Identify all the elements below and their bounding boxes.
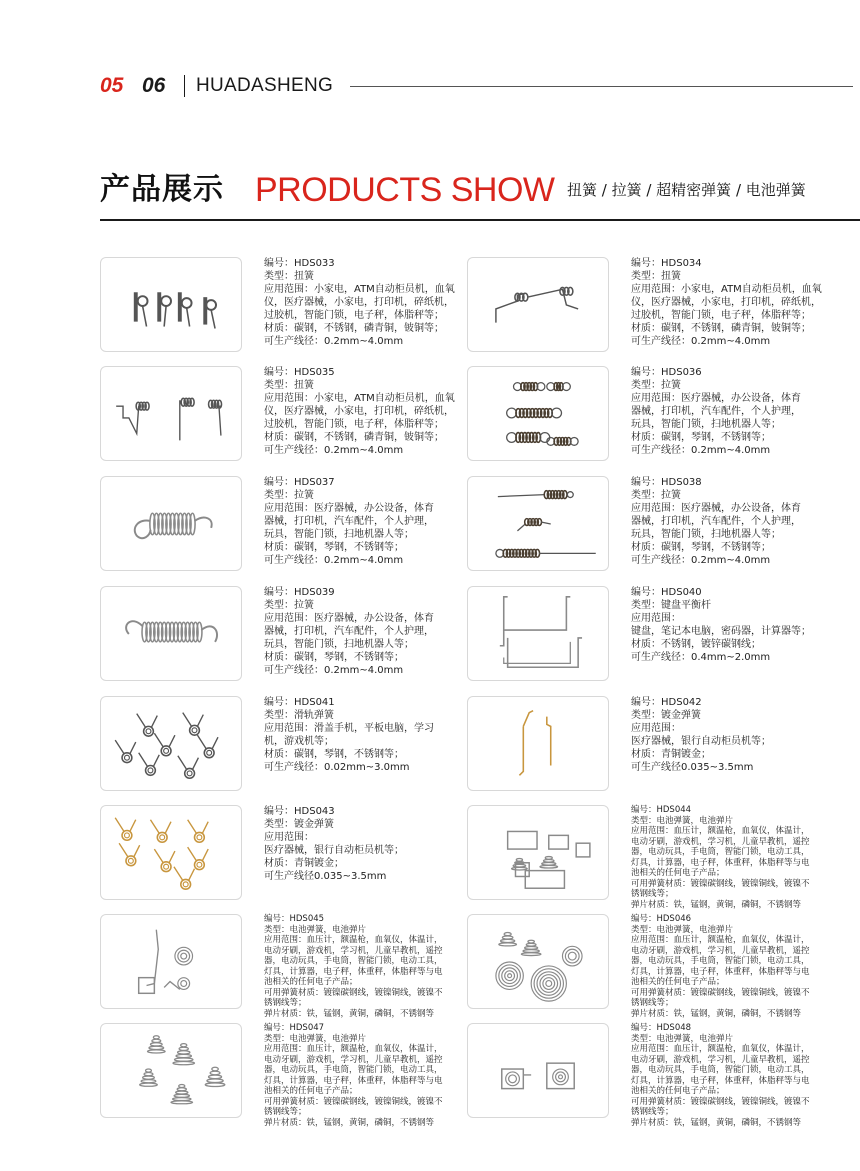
spec-line: 应用范围：血压计，额温枪，血氧仪，体温计， [264, 1044, 443, 1054]
product-drawing [101, 697, 241, 790]
gold-plated-springs-image [100, 805, 242, 900]
product-drawing [468, 587, 608, 680]
spec-line: 可生产线径：0.2mm~4.0mm [631, 336, 771, 347]
title-chinese: 产品展示 [100, 172, 224, 207]
battery-contacts-image [467, 805, 609, 900]
spec-line: 器械，打印机，汽车配件，个人护理， [264, 626, 434, 637]
spec-line: 机，游戏机等； [264, 736, 334, 747]
spec-line: 可生产线径：0.2mm~4.0mm [631, 445, 771, 456]
gold-plated-wire-image [467, 696, 609, 791]
spec-line: 可生产线径：0.4mm~2.0mm [631, 652, 771, 663]
long-extension-spring-image [100, 586, 242, 681]
spec-line: 可用弹簧材质：镀镍碳钢线，镀镍铜线，镀镍不 [631, 1096, 810, 1107]
product-code: 编号：HDS039 [264, 587, 335, 598]
spec-line: 灯具，计算器，电子秤，体重秤，体脂秤等与电 [264, 1075, 443, 1086]
extension-springs-set-image [467, 366, 609, 461]
spec-line: 类型：扭簧 [264, 271, 314, 282]
torsion-springs-image [100, 257, 242, 352]
product-code: 编号：HDS036 [631, 367, 702, 378]
product-spec [631, 586, 831, 664]
spec-line: 材质：碳钢，琴钢，不锈钢等； [264, 652, 404, 663]
product-code: 编号：HDS034 [631, 258, 702, 269]
double-torsion-springs-image [100, 366, 242, 461]
spec-line: 仪，医疗器械，小家电，打印机，碎纸机， [264, 297, 454, 308]
spec-line: 池相关的任何电子产品； [631, 868, 725, 878]
spec-line: 类型：滑轨弹簧 [264, 710, 334, 721]
spec-line: 玩具，智能门锁，扫地机器人等； [631, 419, 781, 430]
product-spec [631, 696, 831, 774]
spec-line: 可生产线径：0.2mm~4.0mm [264, 336, 404, 347]
spec-line: 材质：碳钢，琴钢，不锈钢等； [264, 542, 404, 553]
spec-line: 可生产线径0.035~3.5mm [631, 762, 754, 773]
keyboard-stabilizer-wire-image [467, 586, 609, 681]
spec-line: 材质：碳钢，琴钢，不锈钢等； [264, 749, 404, 760]
spec-line: 可生产线径0.035~3.5mm [264, 871, 387, 882]
spec-line: 锈钢线等； [631, 1107, 674, 1117]
spec-line: 医疗器械，银行自动柜员机等； [631, 736, 771, 747]
page-header [100, 72, 760, 100]
product-spec [264, 257, 464, 348]
spec-line: 应用范围： [631, 723, 681, 734]
product-code: 编号：HDS041 [264, 697, 335, 708]
spec-line: 仪，医疗器械，小家电，打印机，碎纸机， [264, 406, 454, 417]
spec-line: 类型：电池弹簧，电池弹片 [631, 924, 734, 935]
spec-line: 应用范围：滑盖手机，平板电脑，学习 [264, 723, 434, 734]
spec-line: 应用范围：血压计，额温枪，血氧仪，体温计， [631, 1044, 810, 1054]
product-code: 编号：HDS042 [631, 697, 702, 708]
page-number-left: 05 [100, 74, 124, 97]
product-spec [264, 476, 464, 567]
spec-line: 锈钢线等； [264, 1107, 307, 1117]
spec-line: 器械，打印机，汽车配件，个人护理， [631, 406, 801, 417]
product-code: 编号：HDS035 [264, 367, 335, 378]
spec-line: 弹片材质：铁，锰钢，黄铜，磷铜，不锈钢等 [631, 1117, 802, 1128]
spec-line: 电动牙刷，游戏机，学习机，儿童早教机，遥控 [631, 836, 810, 847]
spec-line: 键盘，笔记本电脑，密码器，计算器等； [631, 626, 811, 637]
spec-line: 池相关的任何电子产品； [264, 1086, 358, 1096]
spec-line: 材质：碳钢，琴钢，不锈钢等； [631, 542, 771, 553]
spec-line: 过胶机，智能门锁，电子秤，体脂秤等； [631, 310, 811, 321]
extension-spring-image [100, 476, 242, 571]
spec-line: 灯具，计算器，电子秤，体重秤，体脂秤等与电 [264, 966, 443, 977]
spec-line: 器械，打印机，汽车配件，个人护理， [631, 516, 801, 527]
product-drawing [468, 806, 608, 899]
product-code: 编号：HDS044 [631, 805, 692, 815]
spec-line: 应用范围：血压计，额温枪，血氧仪，体温计， [264, 935, 443, 945]
spec-line: 灯具，计算器，电子秤，体重秤，体脂秤等与电 [631, 966, 810, 977]
spec-line: 可生产线径：0.2mm~4.0mm [631, 555, 771, 566]
product-code: 编号：HDS045 [264, 914, 325, 924]
spec-line: 应用范围：血压计，额温枪，血氧仪，体温计， [631, 935, 810, 945]
spec-line: 应用范围：医疗器械，办公设备，体育 [631, 393, 801, 404]
spec-line: 应用范围： [631, 613, 681, 624]
spec-line: 应用范围：医疗器械，办公设备，体育 [264, 613, 434, 624]
product-spec [631, 1023, 831, 1128]
category-list: 扭簧 / 拉簧 / 超精密弹簧 / 电池弹簧 [567, 181, 806, 199]
product-drawing [468, 477, 608, 570]
spec-line: 可生产线径：0.2mm~4.0mm [264, 445, 404, 456]
spec-line: 电动牙刷，游戏机，学习机，儿童早教机，遥控 [631, 1054, 810, 1065]
spec-line: 电动牙刷，游戏机，学习机，儿童早教机，遥控 [264, 945, 443, 956]
spec-line: 可用弹簧材质：镀镍碳钢线，镀镍铜线，镀镍不 [264, 987, 443, 998]
product-code: 编号：HDS033 [264, 258, 335, 269]
spec-line: 类型：扭簧 [264, 380, 314, 391]
spec-line: 器，电动玩具，手电筒，智能门锁，电动工具， [631, 956, 810, 966]
spec-line: 可生产线径：0.2mm~4.0mm [264, 555, 404, 566]
product-drawing [468, 915, 608, 1008]
spec-line: 锈钢线等； [631, 889, 674, 899]
spec-line: 类型：拉簧 [264, 490, 314, 501]
product-spec [264, 586, 464, 677]
page-number-right: 06 [142, 74, 166, 97]
product-drawing [101, 477, 241, 570]
spec-line: 应用范围：小家电，ATM自动柜员机，血氧 [264, 393, 455, 404]
double-torsion-spring-image [467, 257, 609, 352]
spec-line: 过胶机，智能门锁，电子秤，体脂秤等； [264, 310, 444, 321]
spec-line: 池相关的任何电子产品； [631, 1086, 725, 1096]
product-spec [631, 476, 831, 567]
wire-battery-springs-image [467, 1023, 609, 1118]
product-spec [264, 914, 464, 1019]
spec-line: 玩具，智能门锁，扫地机器人等； [264, 639, 414, 650]
spec-line: 器，电动玩具，手电筒，智能门锁，电动工具， [631, 847, 810, 857]
title-rule [100, 219, 860, 221]
spec-line: 材质：碳钢，琴钢，不锈钢等； [631, 432, 771, 443]
product-spec [264, 696, 464, 774]
spec-line: 类型：拉簧 [264, 600, 314, 611]
spec-line: 锈钢线等； [631, 998, 674, 1008]
spec-line: 应用范围：医疗器械，办公设备，体育 [631, 503, 801, 514]
spec-line: 电动牙刷，游戏机，学习机，儿童早教机，遥控 [264, 1054, 443, 1065]
product-spec [264, 805, 464, 883]
spec-line: 灯具，计算器，电子秤，体重秤，体脂秤等与电 [631, 857, 810, 868]
product-code: 编号：HDS038 [631, 477, 702, 488]
product-drawing [101, 1024, 241, 1117]
spec-line: 过胶机，智能门锁，电子秤，体脂秤等； [264, 419, 444, 430]
product-drawing [468, 258, 608, 351]
brand-name: HUADASHENG [196, 75, 334, 96]
spec-line: 池相关的任何电子产品； [264, 977, 358, 987]
product-drawing [101, 258, 241, 351]
spec-line: 器械，打印机，汽车配件，个人护理， [264, 516, 434, 527]
spec-line: 可生产线径：0.02mm~3.0mm [264, 762, 410, 773]
spec-line: 材质：青铜镀金； [631, 749, 711, 760]
spec-line: 类型：镀金弹簧 [631, 710, 701, 721]
spec-line: 材质：碳钢，不锈钢，磷青铜，铍铜等； [264, 432, 444, 443]
product-code: 编号：HDS046 [631, 914, 692, 924]
spec-line: 应用范围：小家电，ATM自动柜员机，血氧 [264, 284, 455, 295]
product-drawing [101, 587, 241, 680]
product-code: 编号：HDS040 [631, 587, 702, 598]
spec-line: 应用范围： [264, 832, 314, 843]
product-spec [264, 1023, 464, 1128]
spec-line: 器，电动玩具，手电筒，智能门锁，电动工具， [631, 1065, 810, 1075]
spec-line: 类型：电池弹簧，电池弹片 [264, 1033, 367, 1044]
spec-line: 类型：扭簧 [631, 271, 681, 282]
battery-spring-clip-image [100, 914, 242, 1009]
product-drawing [468, 697, 608, 790]
spec-line: 玩具，智能门锁，扫地机器人等； [631, 529, 781, 540]
spec-line: 应用范围：小家电，ATM自动柜员机，血氧 [631, 284, 822, 295]
long-hook-extension-springs-image [467, 476, 609, 571]
spec-line: 灯具，计算器，电子秤，体重秤，体脂秤等与电 [631, 1075, 810, 1086]
title-english: PRODUCTS SHOW [255, 171, 555, 209]
spec-line: 锈钢线等； [264, 998, 307, 1008]
header-divider [184, 75, 185, 97]
product-spec [631, 914, 831, 1019]
conical-battery-springs-image [100, 1023, 242, 1118]
header-rule [350, 86, 853, 87]
product-code: 编号：HDS048 [631, 1023, 692, 1033]
spec-line: 材质：碳钢，不锈钢，磷青铜，铍铜等； [631, 323, 811, 334]
spec-line: 器，电动玩具，手电筒，智能门锁，电动工具， [264, 956, 443, 966]
spec-line: 类型：电池弹簧，电池弹片 [631, 1033, 734, 1044]
product-spec [631, 366, 831, 457]
spec-line: 玩具，智能门锁，扫地机器人等； [264, 529, 414, 540]
spec-line: 弹片材质：铁，锰钢，黄铜，磷铜，不锈钢等 [631, 899, 802, 910]
slide-springs-image [100, 696, 242, 791]
spec-line: 材质：碳钢，不锈钢，磷青铜，铍铜等； [264, 323, 444, 334]
product-drawing [101, 367, 241, 460]
product-code: 编号：HDS047 [264, 1023, 325, 1033]
spec-line: 类型：电池弹簧，电池弹片 [264, 924, 367, 935]
spec-line: 应用范围：血压计，额温枪，血氧仪，体温计， [631, 826, 810, 836]
spec-line: 类型：镀金弹簧 [264, 819, 334, 830]
product-drawing [468, 367, 608, 460]
product-code: 编号：HDS037 [264, 477, 335, 488]
spec-line: 可用弹簧材质：镀镍碳钢线，镀镍铜线，镀镍不 [631, 987, 810, 998]
product-spec [631, 805, 831, 910]
spec-line: 弹片材质：铁，锰钢，黄铜，磷铜，不锈钢等 [264, 1117, 435, 1128]
spec-line: 弹片材质：铁，锰钢，黄铜，磷铜，不锈钢等 [631, 1008, 802, 1019]
spec-line: 可用弹簧材质：镀镍碳钢线，镀镍铜线，镀镍不 [264, 1096, 443, 1107]
spec-line: 医疗器械，银行自动柜员机等； [264, 845, 404, 856]
spec-line: 应用范围：医疗器械，办公设备，体育 [264, 503, 434, 514]
product-spec [631, 257, 831, 348]
conical-springs-image [467, 914, 609, 1009]
spec-line: 器，电动玩具，手电筒，智能门锁，电动工具， [264, 1065, 443, 1075]
spec-line: 类型：拉簧 [631, 380, 681, 391]
product-spec [264, 366, 464, 457]
spec-line: 类型：电池弹簧，电池弹片 [631, 815, 734, 826]
spec-line: 可生产线径：0.2mm~4.0mm [264, 665, 404, 676]
spec-line: 材质：不锈钢，镀锌碳钢线； [631, 639, 761, 650]
spec-line: 电动牙刷，游戏机，学习机，儿童早教机，遥控 [631, 945, 810, 956]
spec-line: 可用弹簧材质：镀镍碳钢线，镀镍铜线，镀镍不 [631, 878, 810, 889]
spec-line: 池相关的任何电子产品； [631, 977, 725, 987]
product-code: 编号：HDS043 [264, 806, 335, 817]
product-drawing [101, 915, 241, 1008]
product-drawing [101, 806, 241, 899]
product-drawing [468, 1024, 608, 1117]
spec-line: 材质：青铜镀金； [264, 858, 344, 869]
spec-line: 类型：键盘平衡杆 [631, 600, 711, 611]
spec-line: 类型：拉簧 [631, 490, 681, 501]
spec-line: 仪，医疗器械，小家电，打印机，碎纸机， [631, 297, 821, 308]
spec-line: 弹片材质：铁，锰钢，黄铜，磷铜，不锈钢等 [264, 1008, 435, 1019]
